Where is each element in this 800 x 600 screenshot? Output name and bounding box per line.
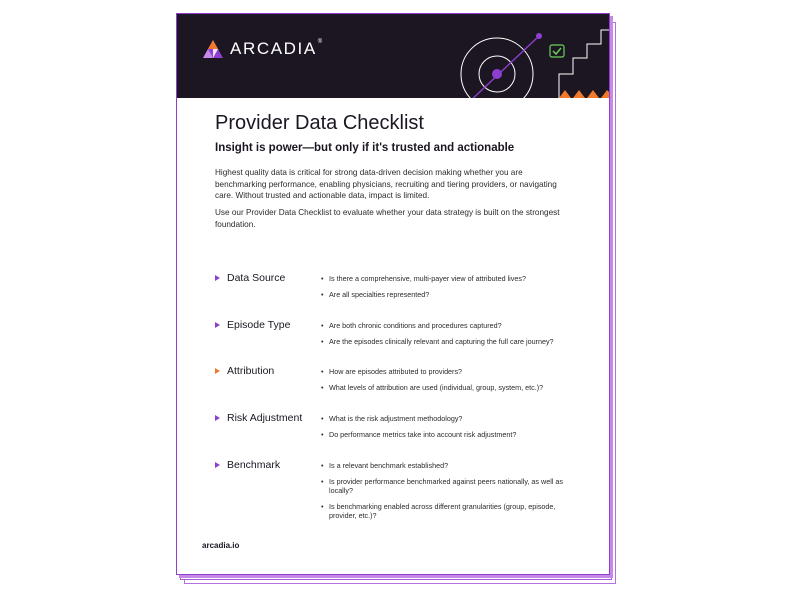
header-decoration — [447, 14, 609, 98]
page-title: Provider Data Checklist — [215, 112, 424, 134]
brand-name: ARCADIA® — [230, 39, 324, 58]
brand-logo — [202, 39, 324, 59]
triangle-bullet-icon — [215, 462, 220, 468]
triangle-bullet-icon — [215, 322, 220, 328]
checklist-question: • Is provider performance benchmarked against peers nationally, as well as locally? — [321, 477, 566, 496]
checklist-question: • Do performance metrics take into account risk adjustment? — [321, 430, 566, 440]
page-subtitle: Insight is power—but only if it's trusted and actionable — [215, 142, 515, 154]
section-heading: Data Source — [215, 272, 285, 284]
section-heading: Benchmark — [215, 459, 280, 471]
header-banner — [177, 14, 609, 98]
checkbox-icon — [550, 45, 564, 57]
checklist-question: • Is benchmarking enabled across different granularities (group, episode, provider, etc.)? — [321, 502, 566, 521]
section-heading: Attribution — [215, 365, 274, 377]
triangle-bullet-icon — [215, 415, 220, 421]
checklist-question: • How are episodes attributed to providers? — [321, 367, 566, 377]
triangle-bullet-icon — [215, 275, 220, 281]
checklist-question: • Are the episodes clinically relevant and capturing the full care journey? — [321, 337, 566, 347]
checklist-question: • Are both chronic conditions and procedures captured? — [321, 321, 566, 331]
checklist-question: • What levels of attribution are used (individual, group, system, etc.)? — [321, 383, 566, 393]
section-heading: Episode Type — [215, 319, 290, 331]
section-heading: Risk Adjustment — [215, 412, 302, 424]
arcadia-logo-icon — [202, 39, 224, 59]
checklist-question: • Is a relevant benchmark established? — [321, 461, 566, 471]
intro-paragraph: Highest quality data is critical for strong data-driven decision making whether you are benchmarking performance, enabling physicians, recruiting and tiering providers, or navigating care. Without trusted and actionable data, impact is limited. — [215, 168, 557, 200]
document-page — [176, 13, 610, 575]
checklist-question: • Are all specialties represented? — [321, 290, 566, 300]
checklist-question: • Is there a comprehensive, multi-payer view of attributed lives? — [321, 274, 566, 284]
intro-paragraph: Use our Provider Data Checklist to evaluate whether your data strategy is built on the strongest foundation. — [215, 208, 560, 229]
checklist-question: • What is the risk adjustment methodology? — [321, 414, 566, 424]
footer-url: arcadia.io — [202, 541, 240, 550]
triangle-bullet-icon — [215, 368, 220, 374]
